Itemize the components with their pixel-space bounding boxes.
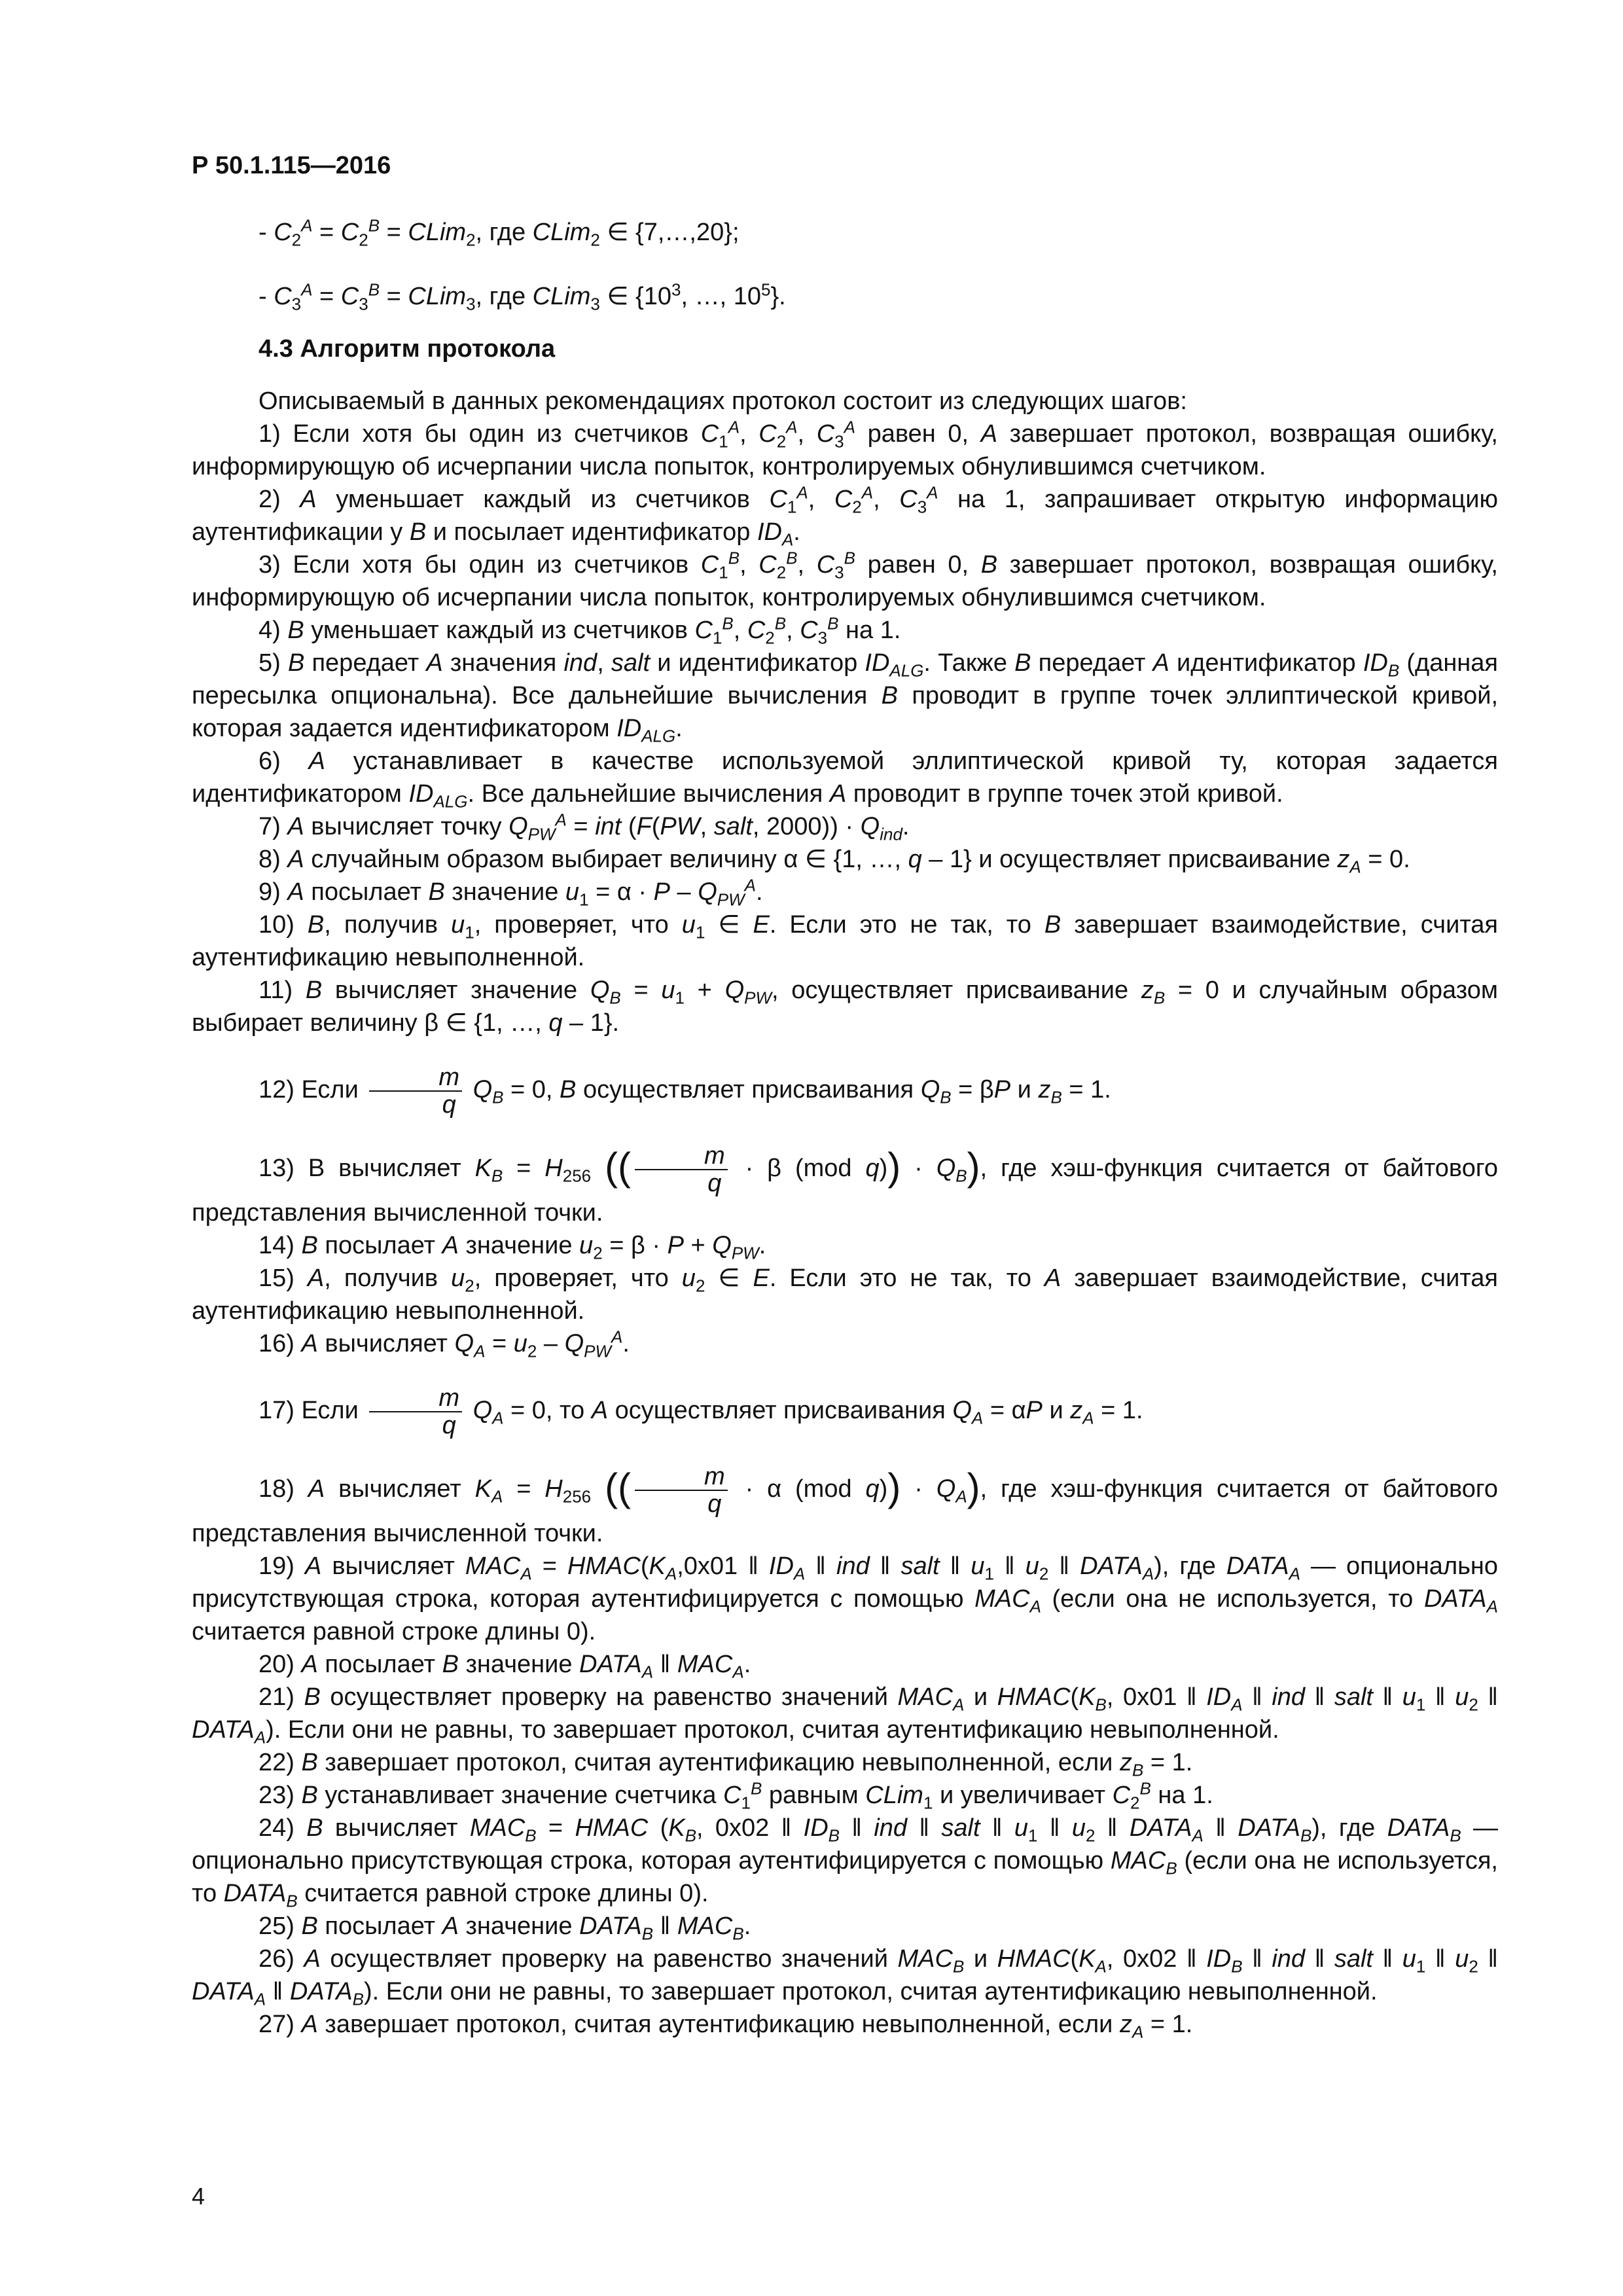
section-intro: Описываемый в данных рекомендациях протокол состоит из следующих шагов: bbox=[259, 387, 1187, 415]
step-16: 16) A вычисляет $Q_A = u_2 - Q_{PW}^A$. bbox=[259, 1327, 630, 1361]
step-2: 2) A уменьшает каждый из счетчиков $C_1^A$, $C_2^A$, $C_3^A$ на 1, запрашивает открытую информацию аутентификации у B и посылает идентификатор $ID_A$. bbox=[192, 482, 1498, 550]
document-body bbox=[192, 216, 1498, 2041]
step-23: 23) B устанавливает значение счетчика $C_1^B$ равным CLim$_1$ и увеличивает $C_2^B$ на 1. bbox=[259, 1778, 1213, 1813]
step-5: 5) B передает A значения ind, salt и идентификатор $ID_{ALG}$. Также B передает A идентификатор $ID_B$ (данная пересылка опциональна). Все дальнейшие вычисления B проводит в группе точек эллиптической кривой, которая задается идентификатором $ID_{ALG}$. bbox=[192, 649, 1499, 746]
step-13: 13) В вычисляет $K_B = H_{256}$ (( $\frac{m}{q}$ · β (mod $q)) \cdot Q_B$), где хэш-функция считается от байтового представления вычисленной точки. bbox=[192, 1142, 1498, 1227]
doc-code-header: Р 50.1.115—2016 bbox=[192, 152, 391, 179]
step-4: 4) B уменьшает каждый из счетчиков $C_1^B$, $C_2^B$, $C_3^B$ на 1. bbox=[259, 613, 901, 648]
step-3: 3) Если хотя бы один из счетчиков $C_1^B$, $C_2^B$, $C_3^B$ равен 0, B завершает протокол, возвращая ошибку, информирующую об исчерпании числа попыток, контролируемых обнулившимся счетчиком. bbox=[192, 548, 1498, 611]
step-11: 11) B вычисляет значение $Q_B = u_1 + Q_{PW}$, осуществляет присваивание $z_B = 0$ и случайным образом выбирает величину β ∈ {1, …, q – 1}. bbox=[192, 977, 1499, 1037]
step-17: 17) Если $\frac{m}{q}$ $Q_A = 0$, то A осуществляет присваивания $Q_A = \alpha P$ и $z_A = 1$. bbox=[259, 1384, 1143, 1439]
step-1: 1) Если хотя бы один из счетчиков $C_1^A$, $C_2^A$, $C_3^A$ равен 0, A завершает протокол, возвращая ошибку, информирующую об исчерпании числа попыток, контролируемых обнулившимся счетчиком. bbox=[192, 417, 1498, 480]
step-18: 18) A вычисляет $K_A = H_{256}$ (( $\frac{m}{q}$ · α (mod $q)) \cdot Q_A$), где хэш-функция считается от байтового представления вычисленной точки. bbox=[192, 1463, 1499, 1547]
step-21: 21) B осуществляет проверку на равенство значений $MAC_A$ и $HMAC(K_B$, 0x01 ‖ $ID_A$ ‖ ind ‖ salt ‖ $u_1$ ‖ $u_2$ ‖ $DATA_A$). Если они не равны, то завершает протокол, считая аутентификацию невыполненной. bbox=[192, 1683, 1499, 1748]
step-10: 10) B, получив $u_1$, проверяет, что $u_1$ ∈ E. Если это не так, то B завершает взаимодействие, считая аутентификацию невыполненной. bbox=[192, 911, 1499, 971]
step-24: 24) B вычисляет $MAC_B$ = HMAC ($K_B$, 0x02 ‖ $ID_B$ ‖ ind ‖ salt ‖ $u_1$ ‖ $u_2$ ‖ $DATA_A$ ‖ $DATA_B$), где $DATA_B$ — опционально присутствующая строка, которая аутентифицируется с помощью $MAC_B$ (если она не используется, то $DATA_B$ считается равной строке длины 0). bbox=[192, 1814, 1498, 1911]
fraction: $\frac{m}{q}$ bbox=[635, 1463, 728, 1517]
step-8: 8) A случайным образом выбирает величину α ∈ {1, …, q – 1} и осуществляет присваивание $z_A = 0$. bbox=[259, 846, 1410, 877]
list-item: - $C_2^A = C_2^B$ = CLim$_2$, где CLim$_2$ ∈ {7,…,20}; bbox=[259, 215, 740, 250]
fraction: $\frac{m}{q}$ bbox=[369, 1064, 462, 1118]
step-26: 26) A осуществляет проверку на равенство значений $MAC_B$ и $HMAC(K_A$, 0x02 ‖ $ID_B$ ‖ ind ‖ salt ‖ $u_1$ ‖ $u_2$ ‖ $DATA_A$ ‖ $DATA_B$). Если они не равны, то завершает протокол, считая аутентификацию невыполненной. bbox=[192, 1945, 1499, 2009]
step-19: 19) A вычисляет $MAC_A$ = $HMAC(K_A,0x01$ ‖ $ID_A$ ‖ ind ‖ salt ‖ $u_1$ ‖ $u_2$ ‖ $DATA_A$), где $DATA_A$ — опционально присутствующая строка, которая аутентифицируется с помощью $MAC_A$ (если она не используется, то $DATA_A$ считается равной строке длины 0). bbox=[192, 1552, 1499, 1645]
step-7: 7) A вычисляет точку $Q_{PW}^A$ = int (F(PW, salt, $2000)) \cdot Q_{ind}$. bbox=[259, 810, 910, 844]
step-27: 27) A завершает протокол, считая аутентификацию невыполненной, если $z_A = 1$. bbox=[259, 2011, 1193, 2042]
step-9: 9) A посылает B значение $u_1 = \alpha \cdot P - Q_{PW}^A$. bbox=[259, 875, 763, 910]
step-20: 20) A посылает B значение $DATA_A$ ‖ $MAC_A$. bbox=[259, 1651, 751, 1682]
step-12: 12) Если $\frac{m}{q}$ $Q_B = 0$, B осуществляет присваивания $Q_B = \beta P$ и $z_B = 1$. bbox=[259, 1064, 1111, 1119]
step-15: 15) A, получив $u_2$, проверяет, что $u_2$ ∈ E. Если это не так, то A завершает взаимодействие, считая аутентификацию невыполненной. bbox=[192, 1265, 1499, 1325]
step-6: 6) A устанавливает в качестве используемой эллиптической кривой ту, которая задается идентификатором $ID_{ALG}$. Все дальнейшие вычисления A проводит в группе точек этой кривой. bbox=[192, 747, 1498, 812]
section-heading: 4.3 Алгоритм протокола bbox=[259, 335, 556, 363]
step-22: 22) B завершает протокол, считая аутентификацию невыполненной, если $z_B = 1$. bbox=[259, 1749, 1193, 1780]
step-25: 25) B посылает A значение $DATA_B$ ‖ $MAC_B$. bbox=[259, 1912, 751, 1944]
step-14: 14) B посылает A значение $u_2 = \beta \cdot P + Q_{PW}$. bbox=[259, 1232, 766, 1263]
list-item: - $C_3^A = C_3^B$ = CLim$_3$, где CLim$_3$ ∈ {$10^3$, …, $10^5$}. bbox=[259, 279, 786, 314]
fraction: $\frac{m}{q}$ bbox=[369, 1385, 462, 1439]
page-number: 4 bbox=[192, 2183, 205, 2210]
fraction: $\frac{m}{q}$ bbox=[635, 1143, 728, 1196]
